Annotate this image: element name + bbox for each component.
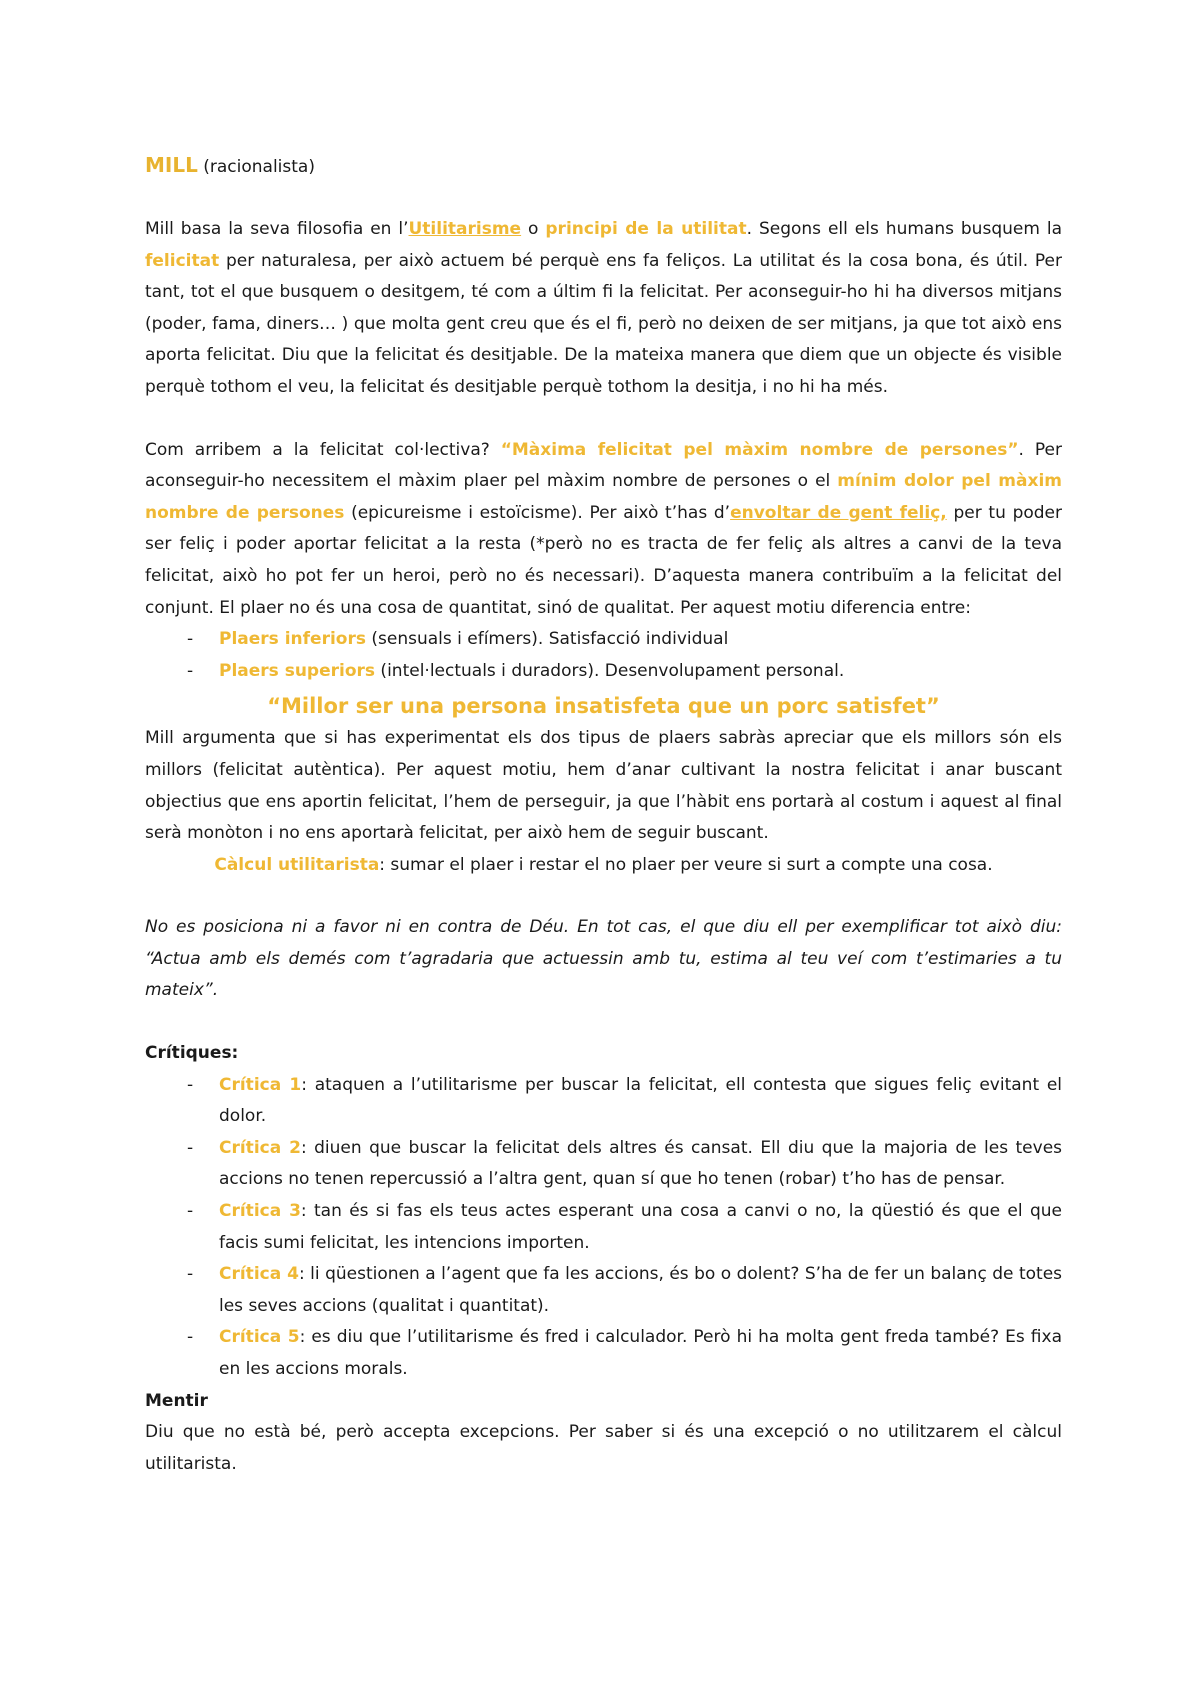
title-subtitle: (racionalista) [203,157,315,177]
god-paragraph [145,912,1062,1007]
list-dash: - [187,1264,194,1285]
list-item-text [219,1201,1062,1253]
argument-paragraph [145,723,1062,849]
highlighted-term: Utilitarisme [408,219,522,239]
highlighted-term: Crítica 1 [219,1074,302,1095]
lying-paragraph [145,1417,1062,1480]
list-item [145,1259,1062,1322]
text-run: . Per aconseguir-ho necessitem el màxim plaer pel màxim nombre de persones o el [145,439,1062,492]
text-run: : tan és si fas els teus actes esperant una cosa a canvi o no, la qüestió és que el que facis sumi felicitat, les intencions importen. [219,1201,1062,1253]
list-item-text [219,1138,1062,1190]
highlighted-term: Plaers superiors [219,660,376,681]
highlighted-term: Crítica 5 [219,1327,300,1348]
list-item [145,1322,1062,1385]
list-item [145,1196,1062,1259]
utilitarian-calculus-line [145,850,1062,882]
text-run: (sensuals i efímers). Satisfacció individual [365,629,729,650]
highlighted-term: “Màxima felicitat pel màxim nombre de persones” [500,439,1019,460]
text-run: Mill basa la seva filosofia en l’ [145,219,409,239]
highlighted-term: Crítica 4 [219,1264,299,1285]
intro-paragraph [145,214,1062,404]
list-item-text [219,629,728,649]
title-word: MILL [145,153,198,177]
lying-heading: Mentir [145,1390,208,1411]
text-run: Mill argumenta que si has experimentat els dos tipus de plaers sabràs apreciar que els millors són els millors (felicitat autèntica). Per aquest motiu, hem d’anar cultivant la nostra felicitat i anar buscant objectius que ens aportin felicitat, l’hem de perseguir, ja que l’hàbit ens portarà al costum i aquest al final serà monòton i no ens aportarà felicitat, per això hem de seguir buscant. [145,728,1062,844]
section-title [145,150,1062,182]
list-item [145,1070,1062,1133]
text-run: : es diu que l’utilitarisme és fred i calculador. Però hi ha molta gent freda també? Es fixa en les accions morals. [219,1327,1062,1379]
list-item [145,1133,1062,1196]
text-run: : ataquen a l’utilitarisme per buscar la felicitat, ell contesta que sigues feliç evitant el dolor. [219,1074,1063,1127]
text-run: o [521,219,546,239]
list-item-text [219,1264,1062,1316]
list-dash: - [187,629,194,650]
highlighted-term: Plaers inferiors [219,629,366,650]
list-item-text [219,1327,1062,1379]
text-run: (intel·lectuals i duradors). Desenvolupament personal. [375,660,845,681]
text-run: No es posiciona ni a favor ni en contra de Déu. En tot cas, el que diu ell per exemplificar tot això diu: “Actua amb els demés com t’agradaria que actuessin amb tu, estima al teu veí com t’estimaries a tu mateix”. [145,917,1062,1001]
highlighted-term: felicitat [145,250,220,271]
highlighted-term: Càlcul utilitarista [214,854,380,875]
highlighted-term: mínim dolor pel màxim nombre de persones [145,471,1062,523]
list-dash: - [187,1137,194,1158]
list-dash: - [187,1074,194,1095]
text-run: per tu poder ser feliç i poder aportar felicitat a la resta (*però no es tracta de fer feliç als altres a canvi de la teva felicitat, això ho pot fer un heroi, però no és necessari). D’aquesta manera contribuïm a la felicitat del conjunt. El plaer no és una cosa de quantitat, sinó de qualitat. Per aquest motiu diferencia entre: [145,502,1062,618]
document-body [145,150,1062,1480]
text-run: Diu que no està bé, però accepta excepcions. Per saber si és una excepció o no utilitzarem el càlcul utilitarista. [145,1422,1062,1474]
text-run: : li qüestionen a l’agent que fa les accions, és bo o dolent? S’ha de fer un balanç de totes les seves accions (qualitat i quantitat). [219,1264,1063,1316]
critiques-list [145,1070,1062,1386]
text-run: . Segons ell els humans busquem la [746,219,1062,239]
pleasures-list [145,624,1062,687]
list-item [145,656,1062,688]
highlighted-term: Crítica 3 [219,1201,301,1222]
list-dash: - [187,1201,194,1222]
text-run: : diuen que buscar la felicitat dels altres és cansat. Ell diu que la majoria de les teves accions no tenen repercussió a l’altra gent, quan sí que ho tenen (robar) t’ho has de pensar. [219,1137,1063,1190]
text-run: per naturalesa, per això actuem bé perquè ens fa feliços. La utilitat és la cosa bona, és útil. Per tant, tot el que busquem o desitgem, té com a últim fi la felicitat. Per aconseguir-ho hi ha diversos mitjans (poder, fama, diners… ) que molta gent creu que és el fi, però no deixen de ser mitjans, ja que tot això ens aporta felicitat. Diu que la felicitat és desitjable. De la mateixa manera que diem que un objecte és visible perquè tothom el veu, la felicitat és desitjable perquè tothom la desitja, i no hi ha més. [145,250,1062,397]
list-item-text [219,1075,1062,1127]
text-run: (epicureisme i estoïcisme). Per això t’has d’ [344,502,731,523]
text-run: : sumar el plaer i restar el no plaer per veure si surt a compte una cosa. [379,854,993,875]
list-item-text [219,661,844,681]
highlighted-term: principi de la utilitat [545,219,747,239]
text-run: Com arribem a la felicitat col·lectiva? [145,439,501,460]
highlighted-term: envoltar de gent feliç, [730,502,947,523]
highlighted-term: Crítica 2 [219,1137,301,1158]
highlighted-quote: “Millor ser una persona insatisfeta que un porc satisfet” [267,694,940,719]
collective-happiness-paragraph [145,435,1062,625]
list-dash: - [187,660,194,681]
critiques-heading: Crítiques: [145,1043,239,1064]
list-item [145,624,1062,656]
list-dash: - [187,1327,194,1348]
